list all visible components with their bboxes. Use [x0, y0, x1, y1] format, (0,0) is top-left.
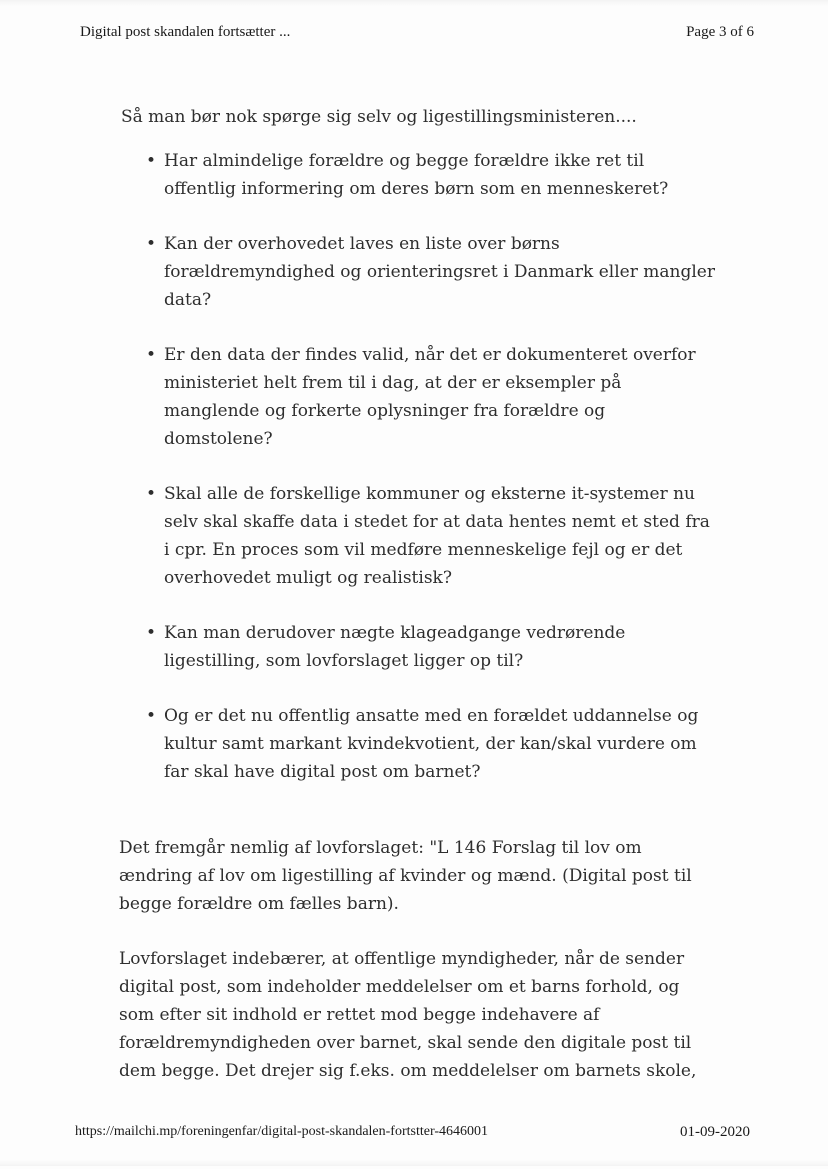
footer-url: https://mailchi.mp/foreningenfar/digital-post-skandalen-fortstter-4646001 [75, 1124, 489, 1139]
question-text: Skal alle de forskellige kommuner og eksterne it-systemer nu selv skal skaffe data i stedet for at data hentes nemt et sted fra i cpr. En proces som vil medføre menneskelige fejl og er det overhovedet muligt og realistisk? [164, 484, 710, 588]
question-item [146, 480, 716, 592]
question-item [146, 619, 716, 675]
footer-date: 01-09-2020 [680, 1124, 750, 1140]
bullet-icon: • [146, 151, 157, 171]
question-item [146, 230, 716, 314]
bullet-icon: • [146, 706, 157, 726]
bullet-icon: • [146, 623, 157, 643]
bullet-icon: • [146, 234, 157, 254]
law-content-paragraph: Lovforslaget indebærer, at offentlige myndigheder, når de sender digital post, som indeholder meddelelser om et barns forhold, og som efter sit indhold er rettet mod begge indehavere af forældremyndigheden over barnet, skal sende den digitale post til dem begge. Det drejer sig f.eks. om meddelelser om barnets skole, [119, 949, 697, 1081]
question-text: Og er det nu offentlig ansatte med en forældet uddannelse og kultur samt markant kvindekvotient, der kan/skal vurdere om far skal have digital post om barnet? [164, 706, 699, 782]
question-list [146, 147, 716, 813]
question-item [146, 147, 716, 203]
scan-edge-top [0, 0, 828, 6]
question-text: Kan der overhovedet laves en liste over børns forældremyndighed og orienteringsret i Danmark eller mangler data? [164, 234, 715, 310]
question-text: Har almindelige forældre og begge forældre ikke ret til offentlig informering om deres børn som en menneskeret? [164, 151, 669, 199]
page-header-title: Digital post skandalen fortsætter ... [80, 24, 291, 40]
page-number: Page 3 of 6 [686, 24, 754, 40]
question-text: Er den data der findes valid, når det er dokumenteret overfor ministeriet helt frem til i dag, at der er eksempler på manglende og forkerte oplysninger fra forældre og domstolene? [164, 345, 696, 449]
scan-edge-bottom [0, 1160, 828, 1166]
bullet-icon: • [146, 345, 157, 365]
bullet-icon: • [146, 484, 157, 504]
question-text: Kan man derudover nægte klageadgange vedrørende ligestilling, som lovforslaget ligger op til? [164, 623, 626, 671]
law-proposal-paragraph: Det fremgår nemlig af lovforslaget: "L 146 Forslag til lov om ændring af lov om ligestilling af kvinder og mænd. (Digital post til begge forældre om fælles barn). [119, 838, 692, 914]
intro-paragraph: Så man bør nok spørge sig selv og ligestillingsministeren.... [121, 107, 637, 127]
question-item [146, 702, 716, 786]
question-item [146, 341, 716, 453]
